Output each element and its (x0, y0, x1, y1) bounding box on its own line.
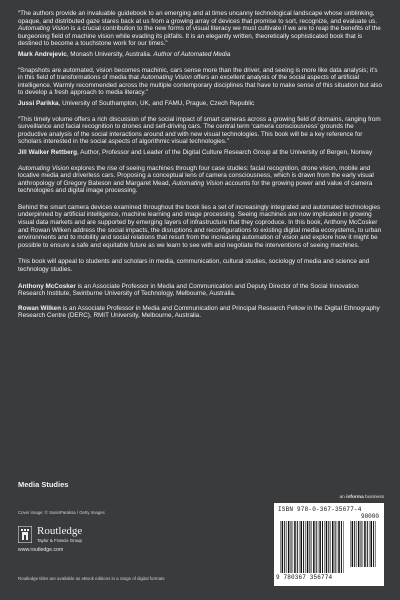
publisher-group: Taylor & Francis Group (37, 538, 82, 543)
endorsement-quote-3 (18, 116, 384, 157)
ean-bars (280, 521, 346, 573)
back-cover-text (18, 10, 384, 327)
informa-business-label: an informa business (339, 495, 384, 500)
description-paragraph-1: Automating Vision explores the rise of seeing machines through four case studies: facial recognition, drone vision, mobile and locative media and driverless cars. Proposing a conceptual lens of camera consciousness, which is drawn from the early visual anthropology of Gregory Bateson and Margaret Mead, Automating Vision accounts for the growing power and value of camera technologies and digital image processing. (18, 164, 374, 195)
quote-attribution: Jussi Parikka, University of Southampton, UK, and FAMU, Prague, Czech Republic (18, 99, 255, 107)
endorsement-quote-1 (18, 10, 384, 59)
quote-text: “The authors provide an invaluable guidebook to an emerging and at times uncanny technological landscape whose unblinking, opaque, and distributed gaze stares back at us from a growing array of devices that promise to sort, recognize, and evaluate us. Automating Vision is a crucial contribution to the new forms of visual literacy we must cultivate if we are to reap the benefits of the burgeoning field of machine vision while evading its pitfalls. It is an elegantly written, theoretically sophisticated book that is destined to become a touchstone work for our times.” (18, 10, 381, 48)
cover-image-credit: Cover image: © SasinParaksa / Getty Images (18, 510, 105, 515)
description-paragraph-3: This book will appeal to students and scholars in media, communication, cultural studies, sociology of media and science and technology studies. (18, 258, 370, 274)
quote-attribution: Jill Walker Rettberg, Author, Professor and Leader of the Digital Culture Research Group at the University of Bergen, Norway (18, 148, 373, 156)
publisher-name: Routledge (37, 525, 83, 537)
description-paragraph-2: Behind the smart camera devices examined throughout the book lies a set of increasingly integrated and automated technologies underpinned by artificial intelligence, machine learning and image processing. Seeing machines are now implicated in growing visual data markets and are supported by emerging layers of infrastructure that they coproduce. In this book, Anthony McCosker and Rowan Wilken address the social impacts, the disruptions and reconfigurations to existing digital media ecosystems, to urban environments and to mobility and social relations that result from the increasing automation of vision and explore how it might be possible to ensure a safe and equitable future as we learn to see with and negotiate the interventions of seeing machines. (18, 203, 382, 249)
author-bio-1: Anthony McCosker is an Associate Professor in Media and Communication and Deputy Director of the Social Innovation Research Institute, Swinburne University of Technology, Melbourne, Australia. (18, 282, 359, 298)
publisher-website: www.routledge.com (18, 547, 64, 553)
ebook-availability-note: Routledge titles are available as eBook editions in a range of digital formats (18, 576, 165, 581)
isbn-text: ISBN 978-0-367-35677-4 (278, 506, 362, 513)
endorsement-quote-2 (18, 67, 384, 108)
quote-text: “This timely volume offers a rich discussion of the social impact of smart cameras across a growing field of domains, ranging from surveillance and facial recognition to drones and self-driving cars. The central term ‘camera consciousness’ grounds the productive analysis of the social interactions around and with new visual technologies. This book will be a key reference for scholars interested in the social aspects of algorithmic visual technologies.” (18, 115, 381, 146)
ean-digits: 9 780367 356774 (276, 574, 333, 581)
quote-text: “Snapshots are automated, vision becomes machinic, cars sense more than the driver, and seeing is more like data analysis; it’s in this field of transformations of media that Automating Vision offers an excellent analysis of the social aspects of artificial intelligence. Warmly recommended across the multiple contemporary disciplines that have to make sense of this situation but also to develop a fresh approach to media literacy.” (18, 66, 383, 97)
isbn-barcode (274, 503, 384, 586)
subject-category: Media Studies (18, 480, 69, 489)
quote-attribution: Mark Andrejevic, Monash University, Australia. Author of Automated Media (18, 50, 231, 58)
author-bio-2: Rowan Wilken is an Associate Professor in Media and Communication and Principal Research Fellow in the Digital Ethnography Research Centre (DERC), RMIT University, Melbourne, Australia. (18, 304, 380, 320)
price-code: 90000 (360, 513, 379, 520)
publisher-logo (18, 526, 82, 543)
addon-bars (350, 521, 378, 567)
routledge-tower-icon (18, 526, 32, 543)
publisher-wordmark (37, 526, 82, 543)
